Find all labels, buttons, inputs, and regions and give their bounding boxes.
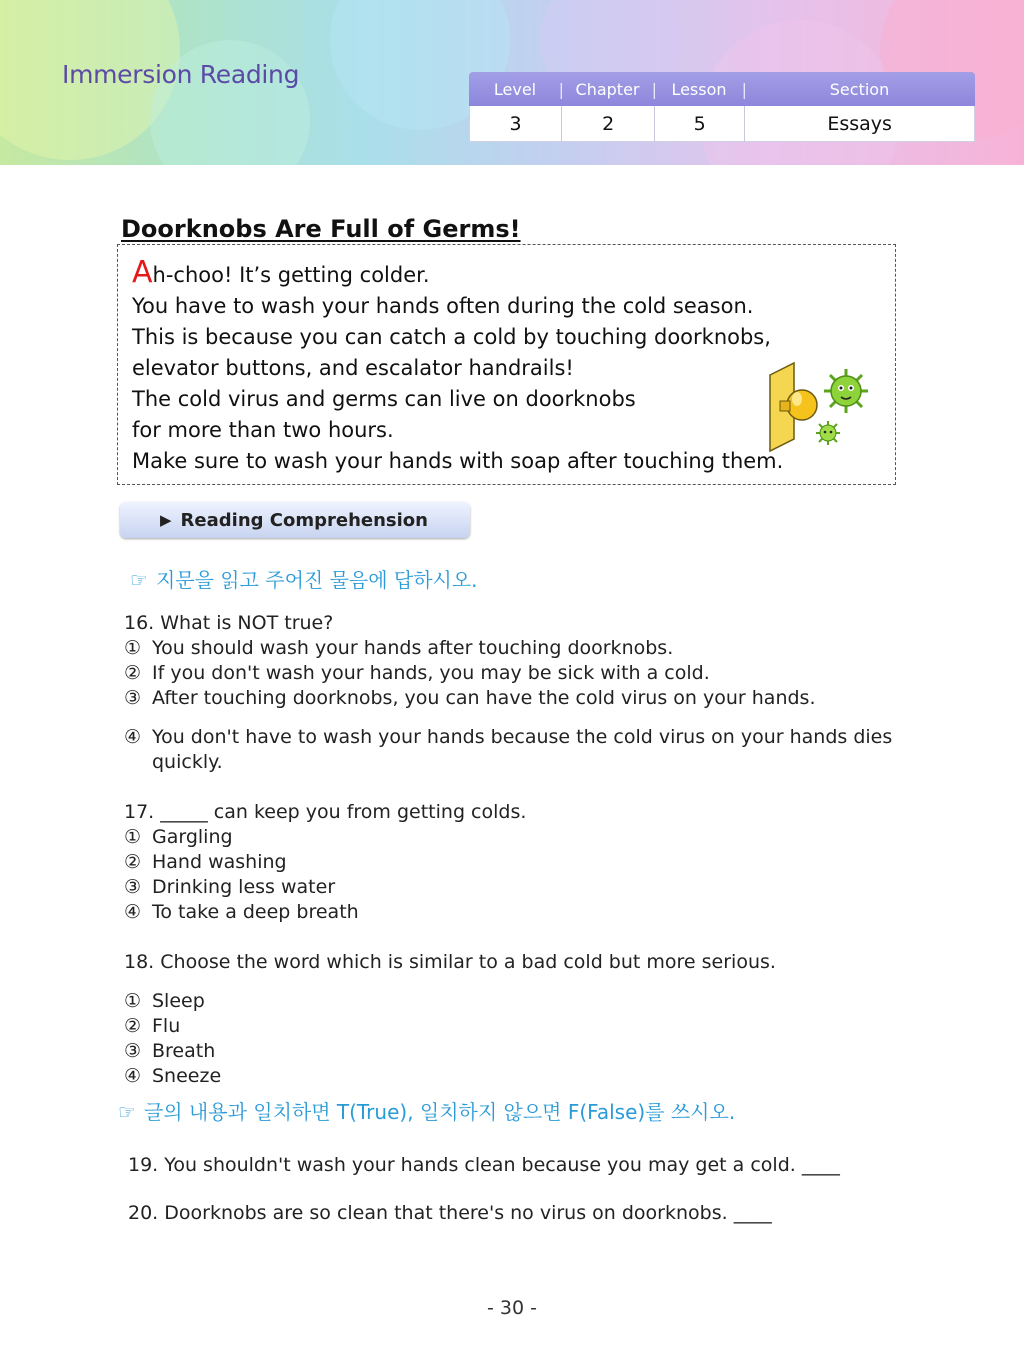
- question-stem: 17. _____ can keep you from getting colds.: [124, 801, 527, 823]
- answer-option: [124, 989, 221, 1014]
- question-20: 20. Doorknobs are so clean that there's no virus on doorknobs. ____: [128, 1202, 772, 1224]
- chapter-value: 2: [562, 106, 655, 142]
- option-number: ③: [124, 876, 142, 898]
- answer-option: [124, 1064, 221, 1089]
- option-number: ②: [124, 662, 142, 684]
- option-text-continuation: quickly.: [152, 751, 223, 773]
- answer-option: [124, 900, 526, 925]
- option-number: ③: [124, 1040, 142, 1062]
- story-line-text: h-choo! It’s getting colder.: [152, 263, 430, 287]
- section-value: Essays: [827, 112, 892, 135]
- answer-option: [124, 686, 815, 711]
- instruction-read-answer: [130, 564, 478, 593]
- col-section-label: Section: [829, 79, 890, 99]
- lesson-info-table: [469, 72, 975, 142]
- option-number: ④: [124, 901, 142, 923]
- option-text: Hand washing: [152, 851, 287, 873]
- lesson-value: 5: [655, 106, 745, 142]
- answer-option: [124, 875, 526, 900]
- option-number: ②: [124, 851, 142, 873]
- question-16: [124, 611, 815, 711]
- option-number: ①: [124, 826, 142, 848]
- dropcap-letter: A: [132, 255, 153, 290]
- answer-option: [124, 661, 815, 686]
- option-number: ④: [124, 1065, 142, 1087]
- option-number: ①: [124, 990, 142, 1012]
- instruction-true-false: [118, 1096, 735, 1125]
- pointing-hand-icon: ☞: [130, 568, 148, 592]
- option-text: You don't have to wash your hands because the cold virus on your hands dies: [152, 726, 893, 748]
- header-banner: [0, 0, 1024, 165]
- answer-option: [124, 725, 892, 775]
- option-text: Breath: [152, 1040, 216, 1062]
- option-text: Sneeze: [152, 1065, 222, 1087]
- option-text: Drinking less water: [152, 876, 336, 898]
- story-title: Doorknobs Are Full of Germs!: [121, 215, 521, 243]
- lesson-info-values: [469, 106, 975, 142]
- instruction-text: 글의 내용과 일치하면 T(True), 일치하지 않으면 F(False)를 쓰시오.: [143, 1100, 736, 1124]
- story-line: This is because you can catch a cold by touching doorknobs,: [132, 325, 771, 349]
- option-number: ②: [124, 1015, 142, 1037]
- col-lesson-label: Lesson |: [654, 80, 744, 99]
- pointing-hand-icon: ☞: [118, 1100, 136, 1124]
- story-box: [117, 244, 896, 485]
- reading-comprehension-tab[interactable]: [120, 502, 470, 538]
- story-line: You have to wash your hands often during the cold season.: [132, 294, 754, 318]
- level-value: 3: [470, 106, 562, 142]
- question-18-options: [124, 989, 221, 1089]
- question-18-stem: 18. Choose the word which is similar to a bad cold but more serious.: [124, 951, 776, 973]
- answer-option: [124, 636, 815, 661]
- option-number: ③: [124, 687, 142, 709]
- answer-option: [124, 1014, 221, 1039]
- option-text: To take a deep breath: [152, 901, 359, 923]
- option-text: If you don't wash your hands, you may be sick with a cold.: [152, 662, 710, 684]
- section-button-label: Reading Comprehension: [180, 509, 428, 531]
- question-stem: 16. What is NOT true?: [124, 612, 334, 634]
- instruction-text: 지문을 읽고 주어진 물음에 답하시오.: [155, 568, 478, 592]
- doorknob-germs-illustration: [760, 361, 880, 453]
- col-level-label: Level |: [469, 80, 561, 99]
- story-line: The cold virus and germs can live on doorknobs: [132, 387, 636, 411]
- answer-option: [124, 850, 526, 875]
- story-line: [132, 255, 892, 291]
- story-line: elevator buttons, and escalator handrails!: [132, 356, 574, 380]
- brand-title: Immersion Reading: [62, 60, 300, 89]
- option-text: After touching doorknobs, you can have the cold virus on your hands.: [152, 687, 816, 709]
- play-triangle-icon: ▶: [160, 511, 172, 529]
- story-line: for more than two hours.: [132, 418, 394, 442]
- answer-option: [124, 1039, 221, 1064]
- story-line: Make sure to wash your hands with soap after touching them.: [132, 449, 784, 473]
- option-text: Flu: [152, 1015, 181, 1037]
- option-text: Sleep: [152, 990, 205, 1012]
- answer-option: [124, 825, 526, 850]
- lesson-info-header: [469, 72, 975, 106]
- question-17: [124, 800, 526, 925]
- option-text: Gargling: [152, 826, 233, 848]
- page-number: - 30 -: [487, 1297, 537, 1319]
- question-19: 19. You shouldn't wash your hands clean because you may get a cold. ____: [128, 1154, 840, 1176]
- col-chapter-label: Chapter |: [561, 80, 654, 99]
- option-text: You should wash your hands after touching doorknobs.: [152, 637, 674, 659]
- option-number: ④: [124, 726, 142, 748]
- option-number: ①: [124, 637, 142, 659]
